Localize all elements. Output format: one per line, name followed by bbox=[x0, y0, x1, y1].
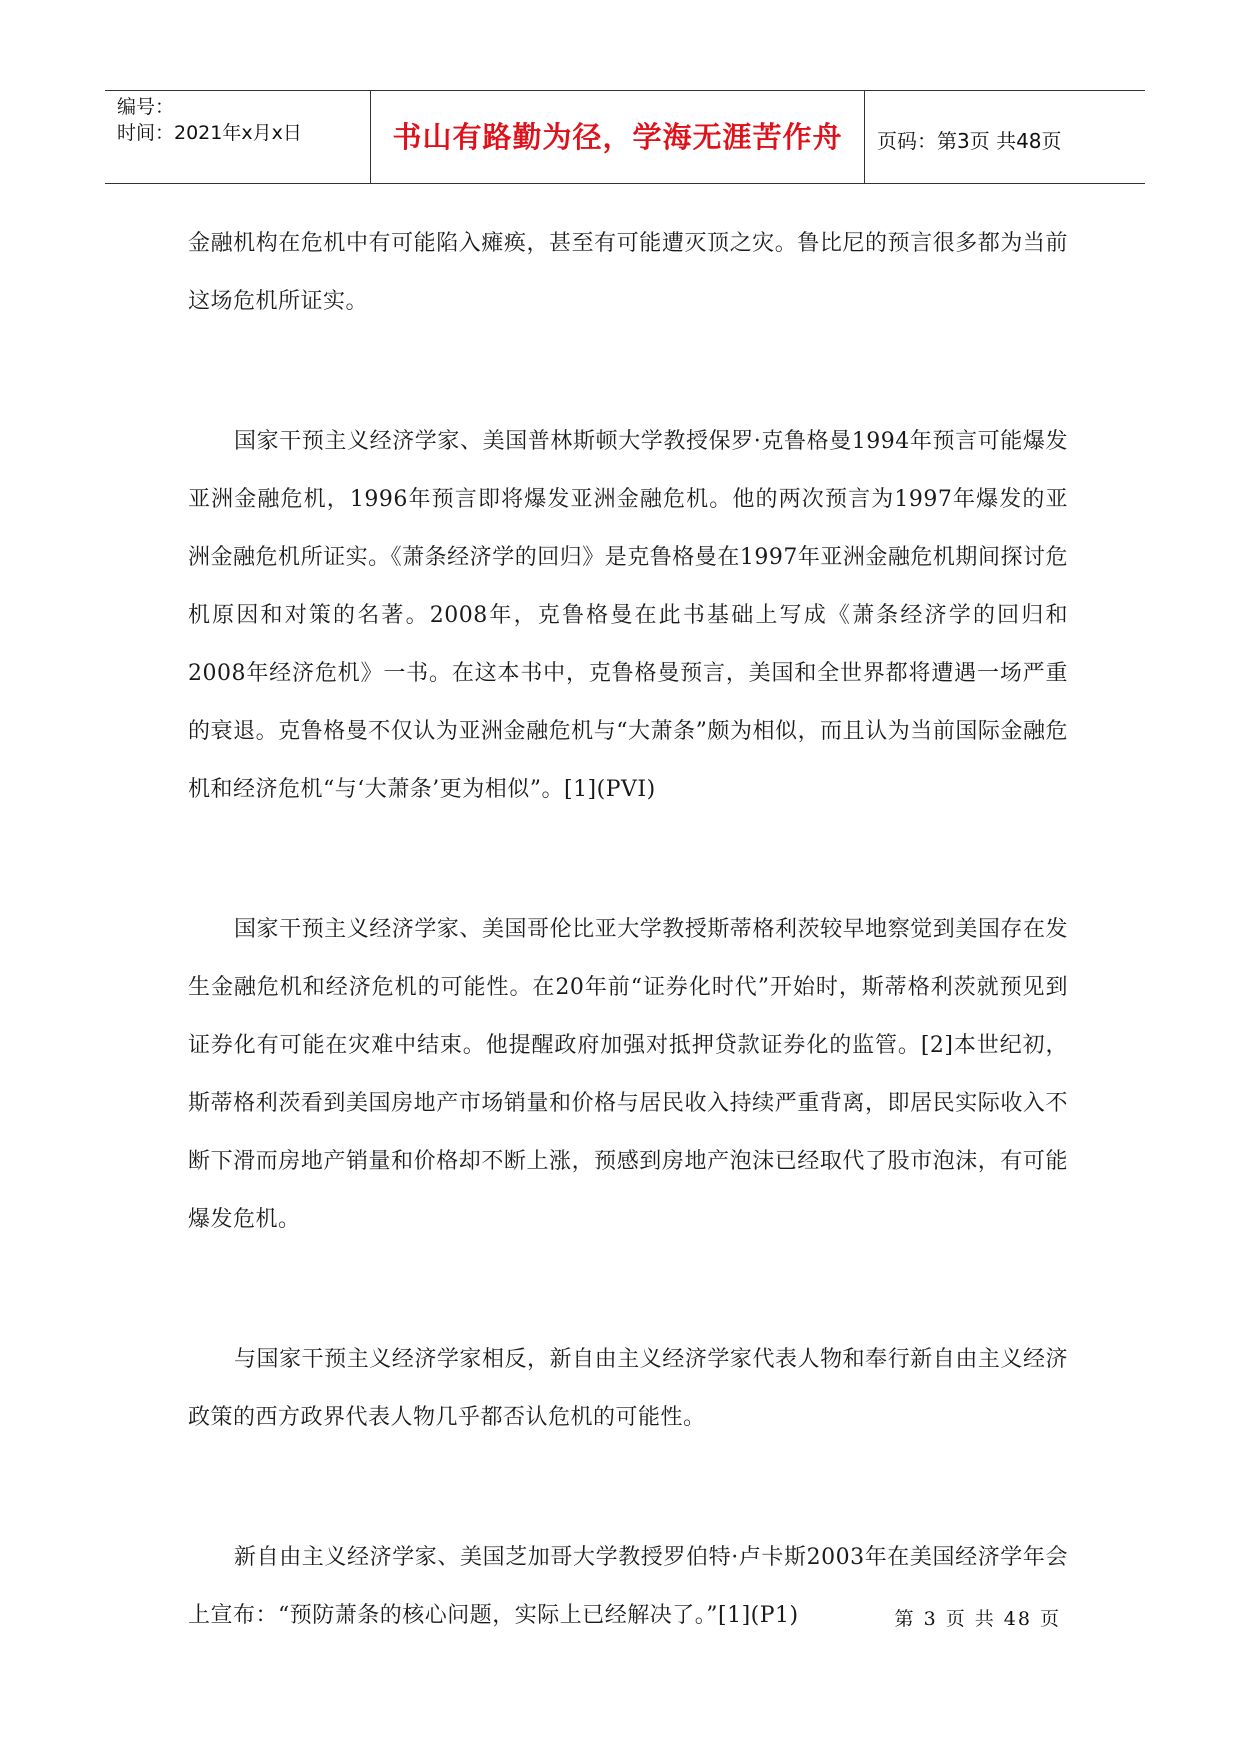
paragraph-stiglitz: 国家干预主义经济学家、美国哥伦比亚大学教授斯蒂格利茨较早地察觉到美国存在发生金融危机和经济危机的可能性。在20年前“证券化时代”开始时，斯蒂格利茨就预见到证券化有可能在灾难中结束。他提醒政府加强对抵押贷款证券化的监管。[2]本世纪初，斯蒂格利茨看到美国房地产市场销量和价格与居民收入持续严重背离，即居民实际收入不断下滑而房地产销量和价格却不断上涨，预感到房地产泡沫已经取代了股市泡沫，有可能爆发危机。 bbox=[188, 917, 1068, 1232]
page-header bbox=[105, 90, 1145, 184]
header-motto: 书山有路勤为径，学海无涯苦作舟 bbox=[392, 120, 843, 154]
paragraph-lucas: 新自由主义经济学家、美国芝加哥大学教授罗伯特·卢卡斯2003年在美国经济学年会上宣布：“预防萧条的核心问题，实际上已经解决了。”[1](P1) bbox=[188, 1545, 1068, 1628]
header-left-cell bbox=[105, 91, 370, 183]
time-label: 时间：2021年x月x日 bbox=[117, 122, 302, 144]
header-middle-cell bbox=[370, 91, 865, 183]
number-label: 编号： bbox=[117, 96, 175, 118]
paragraph-krugman: 国家干预主义经济学家、美国普林斯顿大学教授保罗·克鲁格曼1994年预言可能爆发亚洲金融危机，1996年预言即将爆发亚洲金融危机。他的两次预言为1997年爆发的亚洲金融危机所证实。《萧条经济学的回归》是克鲁格曼在1997年亚洲金融危机期间探讨危机原因和对策的名著。2008年，克鲁格曼在此书基础上写成《萧条经济学的回归和2008年经济危机》一书。在这本书中，克鲁格曼预言，美国和全世界都将遭遇一场严重的衰退。克鲁格曼不仅认为亚洲金融危机与“大萧条”颇为相似，而且认为当前国际金融危机和经济危机“与‘大萧条’更为相似”。[1](PVI) bbox=[188, 429, 1068, 802]
document-body bbox=[188, 215, 1068, 1645]
paragraph-continued: 金融机构在危机中有可能陷入瘫痪，甚至有可能遭灭顶之灾。鲁比尼的预言很多都为当前这场危机所证实。 bbox=[188, 231, 1068, 314]
paragraph-neoliberal: 与国家干预主义经济学家相反，新自由主义经济学家代表人物和奉行新自由主义经济政策的西方政界代表人物几乎都否认危机的可能性。 bbox=[188, 1347, 1068, 1430]
page-footer: 第 3 页 共 48 页 bbox=[894, 1608, 1061, 1630]
header-right-cell bbox=[865, 91, 1145, 183]
header-page-info: 页码：第3页 共48页 bbox=[877, 129, 1062, 153]
